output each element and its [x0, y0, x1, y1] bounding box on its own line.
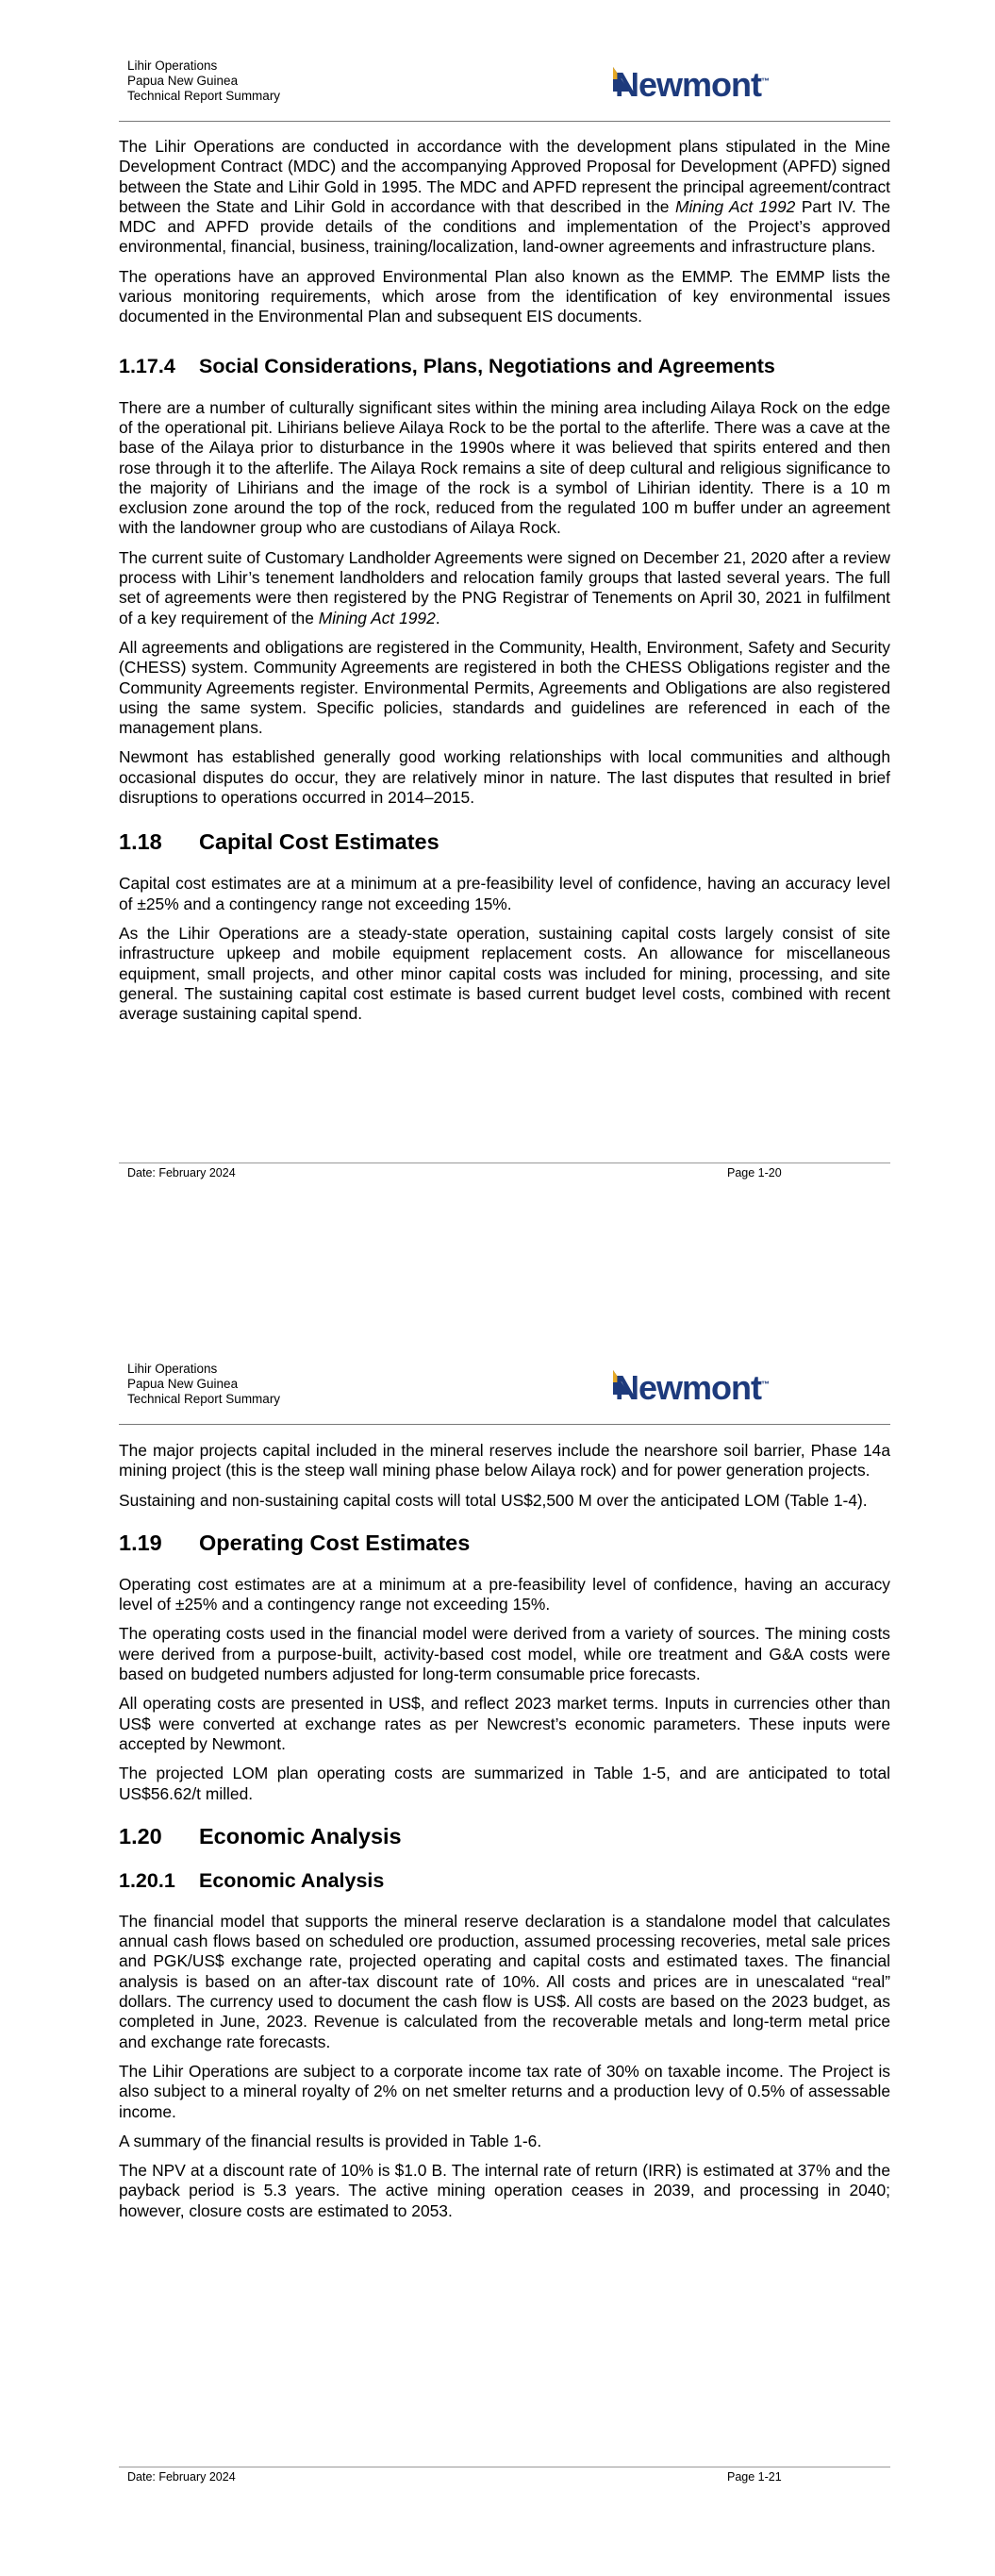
paragraph: A summary of the financial results is provided in Table 1-6.	[119, 2131, 542, 2150]
paragraph: The current suite of Customary Landholder Agreements were signed on December 21, 2020 after a review process with Lihir’s tenement landholders and relocation family groups that lasted several years. The full set of agreements were then registered by the PNG Registrar of Tenements on April 30, 2021 in fulfilment of a key requirement of the Mining Act 1992.	[119, 547, 890, 627]
section-heading-1-20: 1.20 Economic Analysis	[119, 1823, 402, 1848]
section-heading-1-18: 1.18 Capital Cost Estimates	[119, 829, 439, 855]
header-report-type: Technical Report Summary	[127, 1392, 281, 1406]
paragraph: Newmont has established generally good working relationships with local communities and although occasional disputes do occur, they are relatively minor in nature. The last disputes that resulted in brief disruptions to operations occurred in 2014–2015.	[119, 747, 890, 808]
paragraph: The financial model that supports the mineral reserve declaration is a standalone model that calculates annual cash flows based on scheduled ore production, assumed processing recoveries, metal sale prices and PGK/US$ exchange rate, projected operating and capital costs and estimated taxes. The financial analysis is based on an after-tax discount rate of 10%. All costs and prices are in unescalated “real” dollars. The currency used to document the cash flow is US$. All costs are based on the 2023 budget, as completed in June, 2023. Revenue is calculated from the recoverable metals and long-term metal price and exchange rate forecasts.	[119, 1911, 890, 2051]
footer-date: Date: February 2024	[127, 1166, 236, 1179]
report-page-1-21	[0, 1312, 995, 2576]
header-operation: Lihir Operations	[127, 1362, 218, 1376]
page-body	[119, 1441, 890, 2231]
header-country: Papua New Guinea	[127, 74, 239, 88]
header-divider	[119, 1424, 890, 1425]
footer-date: Date: February 2024	[127, 2470, 236, 2484]
paragraph: The Lihir Operations are subject to a corporate income tax rate of 30% on taxable income. The Project is also subject to a mineral royalty of 2% on net smelter returns and a production levy of 0.5% of assessable income.	[119, 2061, 890, 2121]
header-divider	[119, 121, 890, 122]
paragraph: The projected LOM plan operating costs are summarized in Table 1-5, and are anticipated to total US$56.62/t milled.	[119, 1764, 890, 1803]
paragraph: Operating cost estimates are at a minimum at a pre-feasibility level of confidence, having an accuracy level of ±25% and a contingency range not exceeding 15%.	[119, 1574, 890, 1614]
paragraph: The operating costs used in the financial model were derived from a variety of sources. The mining costs were derived from a purpose-built, activity-based cost model, while ore treatment and G&A costs were based on budgeted numbers adjusted for long-term consumable price forecasts.	[119, 1624, 890, 1684]
footer-page-number: Page 1-21	[727, 2470, 782, 2484]
page-header-text	[127, 59, 280, 104]
paragraph: As the Lihir Operations are a steady-state operation, sustaining capital costs largely consist of site infrastructure upkeep and mobile equipment replacement costs. An allowance for miscellaneous equipment, small projects, and other minor capital costs was included for mining, processing, and site general. The sustaining capital cost estimate is based current budget level costs, combined with recent average sustaining capital spend.	[119, 923, 890, 1024]
logo-trademark: ™	[761, 76, 770, 86]
newmont-logo	[615, 1367, 770, 1405]
paragraph: There are a number of culturally significant sites within the mining area including Ailaya Rock on the edge of the operational pit. Lihirians believe Ailaya Rock to be the portal to the afterlife. There was a cave at the base of the Ailaya prior to disturbance in the 1990s where it was believed that spirits entered and then rose through it to the afterlife. The Ailaya Rock remains a site of deep cultural and religious significance to the majority of Lihirians and the image of the rock is a symbol of Lihirian identity. There is a 10 m exclusion zone around the top of the rock, reduced from the regulated 100 m buffer under an agreement with the landowner group who are custodians of Ailaya Rock.	[119, 397, 890, 538]
paragraph: Sustaining and non-sustaining capital costs will total US$2,500 M over the anticipated LOM (Table 1-4).	[119, 1490, 868, 1510]
paragraph: All agreements and obligations are registered in the Community, Health, Environment, Safety and Security (CHESS) system. Community Agreements are registered in both the CHESS Obligations register and the Community Agreements register. Environmental Permits, Agreements and Obligations are also registered using the same system. Specific policies, standards and guidelines are referenced in each of the management plans.	[119, 637, 890, 738]
section-heading-1-20-1: 1.20.1 Economic Analysis	[119, 1868, 385, 1892]
paragraph: The operations have an approved Environmental Plan also known as the EMMP. The EMMP lists the various monitoring requirements, which arose from the identification of key environmental issues documented in the Environmental Plan and subsequent EIS documents.	[119, 266, 890, 326]
section-heading-1-19: 1.19 Operating Cost Estimates	[119, 1530, 471, 1555]
section-heading-1-17-4: 1.17.4 Social Considerations, Plans, Negotiations and Agreements	[119, 354, 775, 377]
logo-trademark: ™	[761, 1380, 770, 1389]
paragraph: The NPV at a discount rate of 10% is $1.0 B. The internal rate of return (IRR) is estimated at 37% and the payback period is 5.3 years. The active mining operation ceases in 2039, and processing in 2040; however, closure costs are estimated to 2053.	[119, 2161, 890, 2220]
logo-wordmark: Newmont	[615, 1368, 761, 1407]
page-body	[119, 137, 890, 1033]
newmont-logo	[615, 64, 770, 102]
logo-wordmark: Newmont	[615, 65, 761, 104]
header-report-type: Technical Report Summary	[127, 89, 281, 103]
paragraph: The Lihir Operations are conducted in accordance with the development plans stipulated in the Mine Development Contract (MDC) and the accompanying Approved Proposal for Development (APFD) signed between the State and Lihir Gold in 1995. The MDC and APFD represent the principal agreement/contract between the State and Lihir Gold in accordance with that described in the Mining Act 1992 Part IV. The MDC and APFD provide details of the conditions and implementation of the Project’s approved environmental, financial, business, training/localization, land-owner agreements and infrastructure plans.	[119, 137, 890, 257]
paragraph: The major projects capital included in the mineral reserves include the nearshore soil barrier, Phase 14a mining project (this is the steep wall mining phase below Ailaya rock) and for power generation projects.	[119, 1441, 890, 1480]
paragraph: Capital cost estimates are at a minimum at a pre-feasibility level of confidence, having an accuracy level of ±25% and a contingency range not exceeding 15%.	[119, 874, 890, 913]
page-header-text	[127, 1362, 280, 1407]
paragraph: All operating costs are presented in US$, and reflect 2023 market terms. Inputs in currencies other than US$ were converted at exchange rates as per Newcrest’s economic parameters. These inputs were accepted by Newmont.	[119, 1694, 890, 1753]
header-country: Papua New Guinea	[127, 1377, 239, 1391]
header-operation: Lihir Operations	[127, 59, 218, 73]
footer-page-number: Page 1-20	[727, 1166, 782, 1179]
report-page-1-20	[0, 0, 995, 1217]
